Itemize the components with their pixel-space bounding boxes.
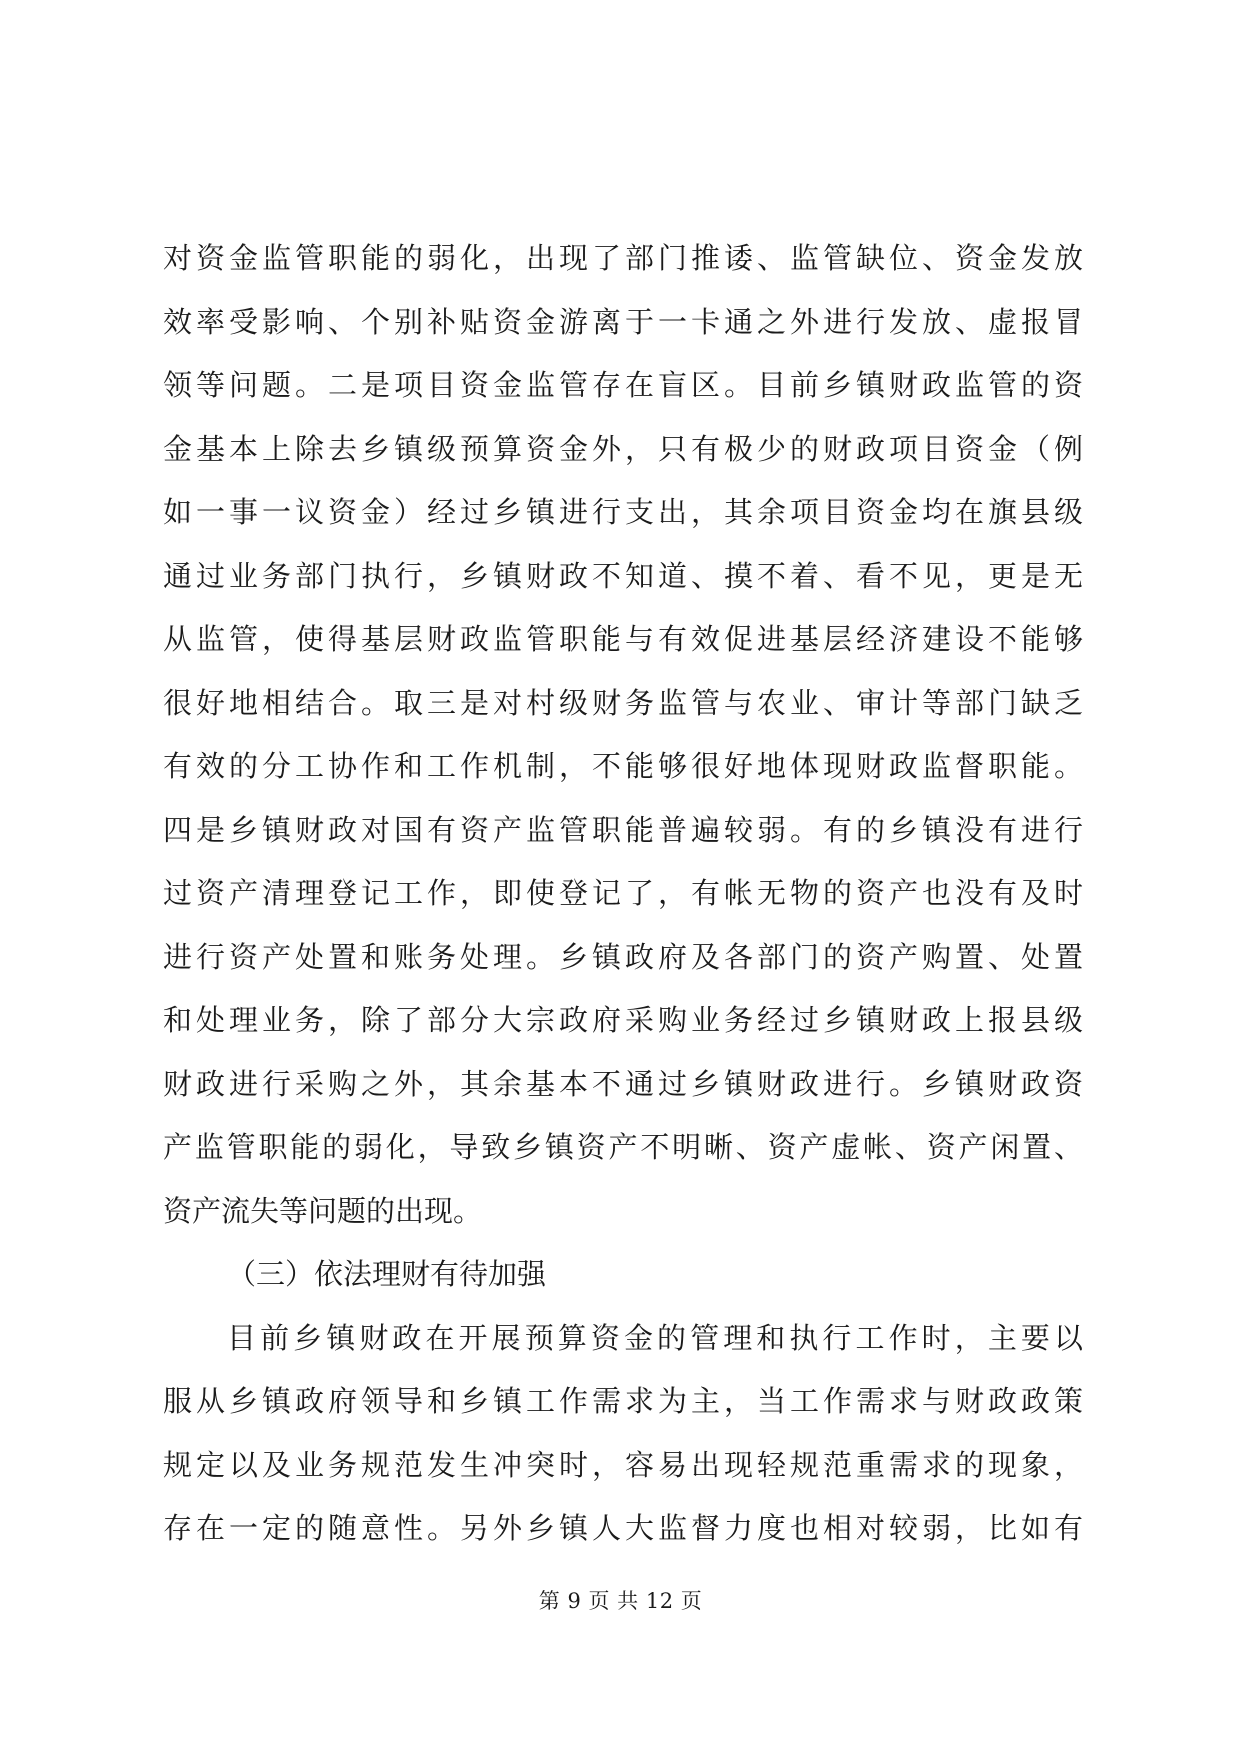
- text-line: 对资金监管职能的弱化，出现了部门推诿、监管缺位、资金发放: [163, 241, 1083, 275]
- text-line: 进行资产处置和账务处理。乡镇政府及各部门的资产购置、处置: [163, 939, 1083, 974]
- text-line: 和处理业务，除了部分大宗政府采购业务经过乡镇财政上报县级: [163, 1003, 1083, 1037]
- page-footer: 第 9 页 共 12 页: [538, 1589, 703, 1613]
- text-line: 领等问题。二是项目资金监管存在盲区。目前乡镇财政监管的资: [163, 368, 1083, 402]
- text-line: 目前乡镇财政在开展预算资金的管理和执行工作时，主要以: [227, 1320, 1083, 1355]
- text-line: 产监管职能的弱化，导致乡镇资产不明晰、资产虚帐、资产闲置、: [163, 1130, 1083, 1164]
- text-line: 四是乡镇财政对国有资产监管职能普遍较弱。有的乡镇没有进行: [163, 812, 1083, 847]
- text-line: 资产流失等问题的出现。: [163, 1193, 483, 1228]
- text-line: 有效的分工协作和工作机制，不能够很好地体现财政监督职能。: [163, 749, 1083, 783]
- text-line: 通过业务部门执行，乡镇财政不知道、摸不着、看不见，更是无: [163, 558, 1083, 593]
- text-line: 存在一定的随意性。另外乡镇人大监督力度也相对较弱，比如有: [163, 1511, 1083, 1545]
- section-heading: （三）依法理财有待加强: [227, 1257, 547, 1291]
- text-line: 服从乡镇政府领导和乡镇工作需求为主，当工作需求与财政政策: [163, 1384, 1083, 1418]
- body-text: [163, 227, 1083, 1561]
- text-line: 规定以及业务规范发生冲突时，容易出现轻规范重需求的现象，: [163, 1447, 1083, 1482]
- text-line: 效率受影响、个别补贴资金游离于一卡通之外进行发放、虚报冒: [163, 304, 1083, 339]
- text-line: 很好地相结合。取三是对村级财务监管与农业、审计等部门缺乏: [163, 685, 1083, 720]
- text-line: 从监管，使得基层财政监管职能与有效促进基层经济建设不能够: [163, 622, 1083, 656]
- text-line: 金基本上除去乡镇级预算资金外，只有极少的财政项目资金（例: [163, 431, 1083, 466]
- text-line: 财政进行采购之外，其余基本不通过乡镇财政进行。乡镇财政资: [163, 1066, 1083, 1101]
- text-line: 如一事一议资金）经过乡镇进行支出，其余项目资金均在旗县级: [163, 495, 1083, 529]
- text-line: 过资产清理登记工作，即使登记了，有帐无物的资产也没有及时: [163, 876, 1083, 910]
